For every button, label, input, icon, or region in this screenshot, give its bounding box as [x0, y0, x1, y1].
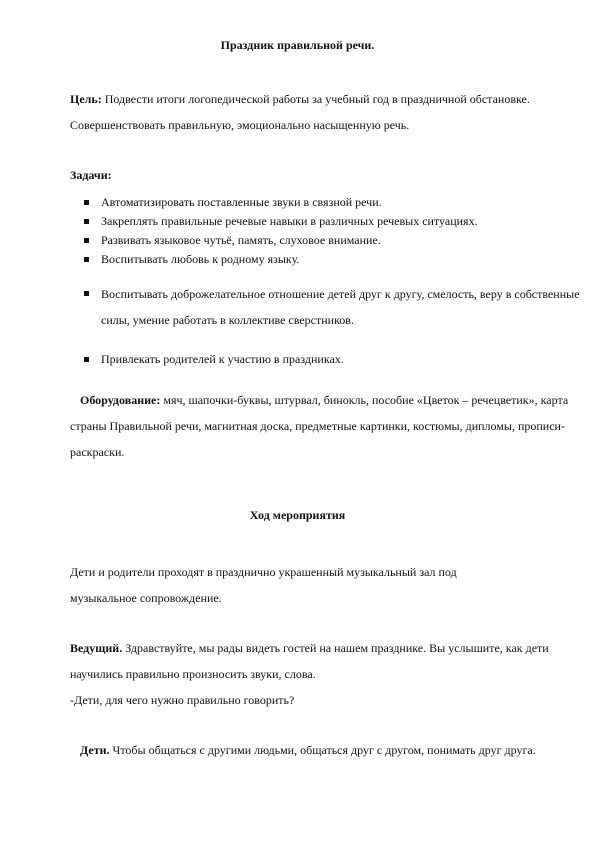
- tasks-heading: [70, 162, 575, 188]
- goal-paragraph: [70, 86, 575, 138]
- tasks-list-2: [84, 281, 580, 333]
- equipment-text: мяч, шапочки-буквы, штурвал, бинокль, пособие «Цветок – речецветик», карта страны Правильной речи, магнитная доска, предметные картинки, костюмы, дипломы, прописи-раскраски.: [70, 393, 569, 459]
- bullet-icon: [84, 291, 89, 296]
- bullet-icon: [84, 219, 89, 224]
- list-item: Закреплять правильные речевые навыки в различных речевых ситуациях.: [84, 212, 580, 231]
- list-item: Развивать языковое чутьё, память, слуховое внимание.: [84, 231, 580, 250]
- bullet-icon: [84, 257, 89, 262]
- goal-text: Подвести итоги логопедической работы за учебный год в праздничной обстановке. Совершенствовать правильную, эмоционально насыщенную речь.: [70, 92, 530, 132]
- tasks-label: Задачи:: [70, 168, 112, 182]
- section-title: Ход мероприятия: [249, 508, 346, 522]
- children-label: Дети.: [80, 743, 110, 757]
- host-paragraph: [70, 635, 560, 687]
- host-text: Здравствуйте, мы рады видеть гостей на нашем празднике. Вы услышите, как дети научились правильно произносить звуки, слова.: [70, 641, 549, 681]
- equipment-label: Оборудование:: [80, 393, 161, 407]
- list-item: Воспитывать доброжелательное отношение детей друг к другу, смелость, веру в собственные силы, умение работать в коллективе сверстников.: [84, 281, 580, 333]
- tasks-list: [84, 193, 580, 269]
- bullet-icon: [84, 200, 89, 205]
- equipment-paragraph: [70, 387, 575, 465]
- document-title: Праздник правильной речи.: [220, 38, 375, 52]
- bullet-icon: [84, 238, 89, 243]
- children-paragraph: [70, 737, 555, 763]
- host-label: Ведущий.: [70, 641, 123, 655]
- host-question: -Дети, для чего нужно правильно говорить?: [70, 693, 295, 707]
- goal-label: Цель:: [70, 92, 102, 106]
- list-item: Привлекать родителей к участию в праздниках.: [84, 350, 580, 369]
- list-item: Автоматизировать поставленные звуки в связной речи.: [84, 193, 580, 212]
- bullet-icon: [84, 357, 89, 362]
- intro-paragraph: Дети и родители проходят в празднично украшенный музыкальный зал под музыкальное сопровождение.: [70, 565, 457, 605]
- list-item: Воспитывать любовь к родному языку.: [84, 250, 580, 269]
- children-text: Чтобы общаться с другими людьми, общаться друг с другом, понимать друг друга.: [109, 743, 536, 757]
- tasks-list-3: [84, 350, 580, 369]
